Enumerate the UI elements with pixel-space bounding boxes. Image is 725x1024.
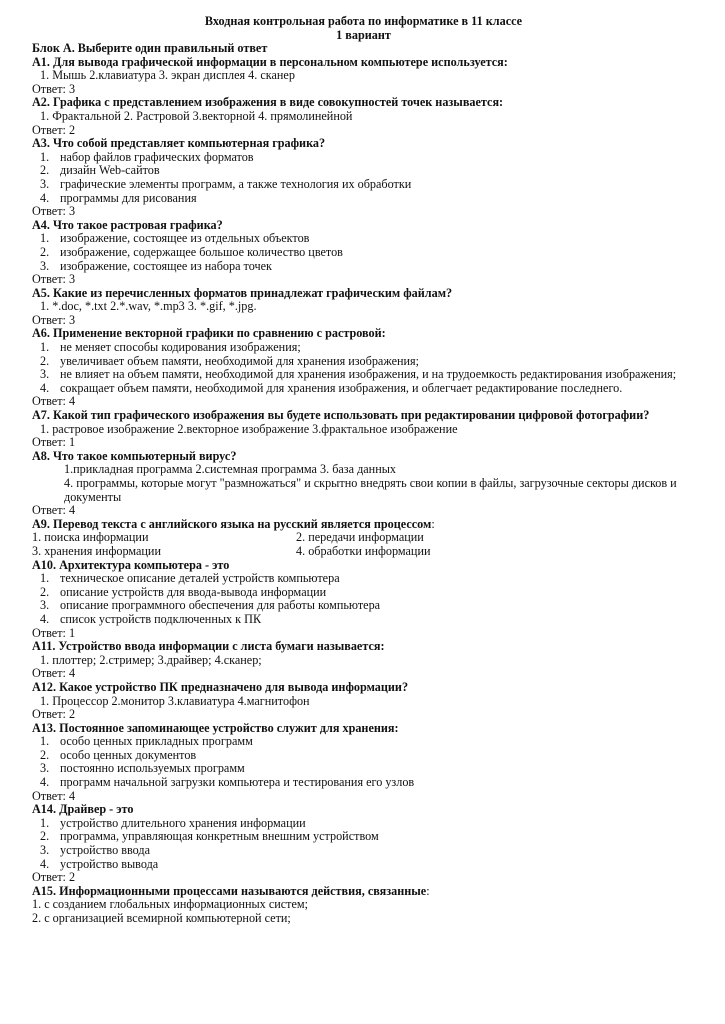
question-a3: А3. Что собой представляет компьютерная графика?	[32, 136, 326, 151]
option-a3-4: 4. программы для рисования	[40, 190, 197, 205]
answer-a1: Ответ: 3	[32, 81, 76, 96]
option-a13-4: 4. программ начальной загрузки компьютера и тестирования его узлов	[40, 775, 415, 790]
answer-a8: Ответ: 4	[32, 503, 76, 518]
question-a9: А9. Перевод текста с английского языка на русский является процессом:	[32, 516, 435, 531]
variant-label: 1 вариант	[336, 28, 391, 42]
option-a15-1: 1. с созданием глобальных информационных систем;	[32, 897, 308, 912]
question-a14: А14. Драйвер - это	[32, 802, 134, 817]
options-a9-row1	[32, 531, 695, 545]
option-a9-2: 2. передачи информации	[296, 530, 424, 545]
answer-a4: Ответ: 3	[32, 272, 76, 287]
options-a8-line1: 1.прикладная программа 2.системная программа 3. база данных	[64, 462, 397, 477]
option-a4-3: 3. изображение, состоящее из набора точек	[40, 258, 272, 273]
question-a6: А6. Применение векторной графики по сравнению с растровой:	[32, 326, 386, 341]
answer-a5: Ответ: 3	[32, 312, 76, 327]
document-title: Входная контрольная работа по информатике в 11 классе	[204, 14, 523, 28]
option-a4-1: 1. изображение, состоящее из отдельных объектов	[40, 231, 310, 246]
question-a15: А15. Информационными процессами называются действия, связанные:	[32, 883, 430, 898]
options-a9-row2	[32, 545, 695, 559]
options-a2: 1. Фрактальной 2. Растровой 3.векторной 4. прямолинейной	[40, 108, 353, 123]
question-a5: А5. Какие из перечисленных форматов принадлежат графическим файлам?	[32, 285, 453, 300]
option-a3-1: 1. набор файлов графических форматов	[40, 149, 254, 164]
option-a14-3: 3. устройство ввода	[40, 843, 151, 858]
question-a7: А7. Какой тип графического изображения вы будете использовать при редактировании цифровой фотографии?	[32, 408, 650, 423]
question-a12: А12. Какое устройство ПК предназначено для вывода информации?	[32, 679, 409, 694]
answer-a13: Ответ: 4	[32, 788, 76, 803]
answer-a3: Ответ: 3	[32, 204, 76, 219]
option-a6-2: 2. увеличивает объем памяти, необходимой для хранения изображения;	[40, 353, 420, 368]
option-a14-1: 1. устройство длительного хранения информации	[40, 815, 306, 830]
question-a2: А2. Графика с представлением изображения в виде совокупностей точек называется:	[32, 95, 504, 110]
option-a10-1: 1. техническое описание деталей устройств компьютера	[40, 571, 340, 586]
option-a6-4: 4. сокращает объем памяти, необходимой для хранения изображения, и облегчает редактирование последнего.	[40, 380, 623, 395]
question-a11: А11. Устройство ввода информации с листа бумаги называется:	[32, 639, 385, 654]
question-a1: А1. Для вывода графической информации в персональном компьютере используется:	[32, 54, 508, 69]
options-a12: 1. Процессор 2.монитор 3.клавиатура 4.магнитофон	[40, 693, 310, 708]
options-a11: 1. плоттер; 2.стример; 3.драйвер; 4.сканер;	[40, 652, 262, 667]
option-a6-3: 3. не влияет на объем памяти, необходимой для хранения изображения, и на трудоемкость редактирования изображения;	[40, 367, 677, 382]
answer-a2: Ответ: 2	[32, 122, 76, 137]
option-a9-4: 4. обработки информации	[296, 543, 431, 558]
option-a13-3: 3. постоянно используемых программ	[40, 761, 245, 776]
option-a10-4: 4. список устройств подключенных к ПК	[40, 611, 262, 626]
options-a1: 1. Мышь 2.клавиатура 3. экран дисплея 4. сканер	[40, 68, 295, 83]
options-a5: 1. *.doc, *.txt 2.*.wav, *.mp3 3. *.gif, *.jpg.	[40, 299, 257, 314]
question-a10: А10. Архитектура компьютера - это	[32, 557, 230, 572]
answer-a6: Ответ: 4	[32, 394, 76, 409]
option-a13-2: 2. особо ценных документов	[40, 747, 197, 762]
answer-a10: Ответ: 1	[32, 625, 76, 640]
option-a4-2: 2. изображение, содержащее большое количество цветов	[40, 244, 343, 259]
option-a13-1: 1. особо ценных прикладных программ	[40, 734, 253, 749]
question-a8: А8. Что такое компьютерный вирус?	[32, 448, 237, 463]
option-a15-2: 2. с организацией всемирной компьютерной сети;	[32, 911, 291, 925]
options-a8-line2: 4. программы, которые могут "размножаться" и скрытно внедрять свои копии в файлы, загрузочные секторы дисков и документы	[64, 476, 677, 504]
option-a9-1: 1. поиска информации	[32, 530, 149, 545]
option-a10-2: 2. описание устройств для ввода-вывода информации	[40, 584, 327, 599]
block-title: Блок А. Выберите один правильный ответ	[32, 41, 268, 55]
option-a6-1: 1. не меняет способы кодирования изображения;	[40, 340, 301, 355]
question-a4: А4. Что такое растровая графика?	[32, 217, 223, 232]
answer-a11: Ответ: 4	[32, 666, 76, 681]
answer-a14: Ответ: 2	[32, 870, 76, 885]
options-a7: 1. растровое изображение 2.векторное изображение 3.фрактальное изображение	[40, 421, 458, 436]
question-a13: А13. Постоянное запоминающее устройство служит для хранения:	[32, 720, 399, 735]
option-a10-3: 3. описание программного обеспечения для работы компьютера	[40, 598, 381, 613]
option-a3-3: 3. графические элементы программ, а также технология их обработки	[40, 176, 412, 191]
answer-a7: Ответ: 1	[32, 435, 76, 450]
option-a14-4: 4. устройство вывода	[40, 856, 159, 871]
option-a9-3: 3. хранения информации	[32, 543, 161, 558]
option-a14-2: 2. программа, управляющая конкретным внешним устройством	[40, 829, 379, 844]
option-a3-2: 2. дизайн Web-сайтов	[40, 163, 160, 178]
answer-a12: Ответ: 2	[32, 707, 76, 722]
